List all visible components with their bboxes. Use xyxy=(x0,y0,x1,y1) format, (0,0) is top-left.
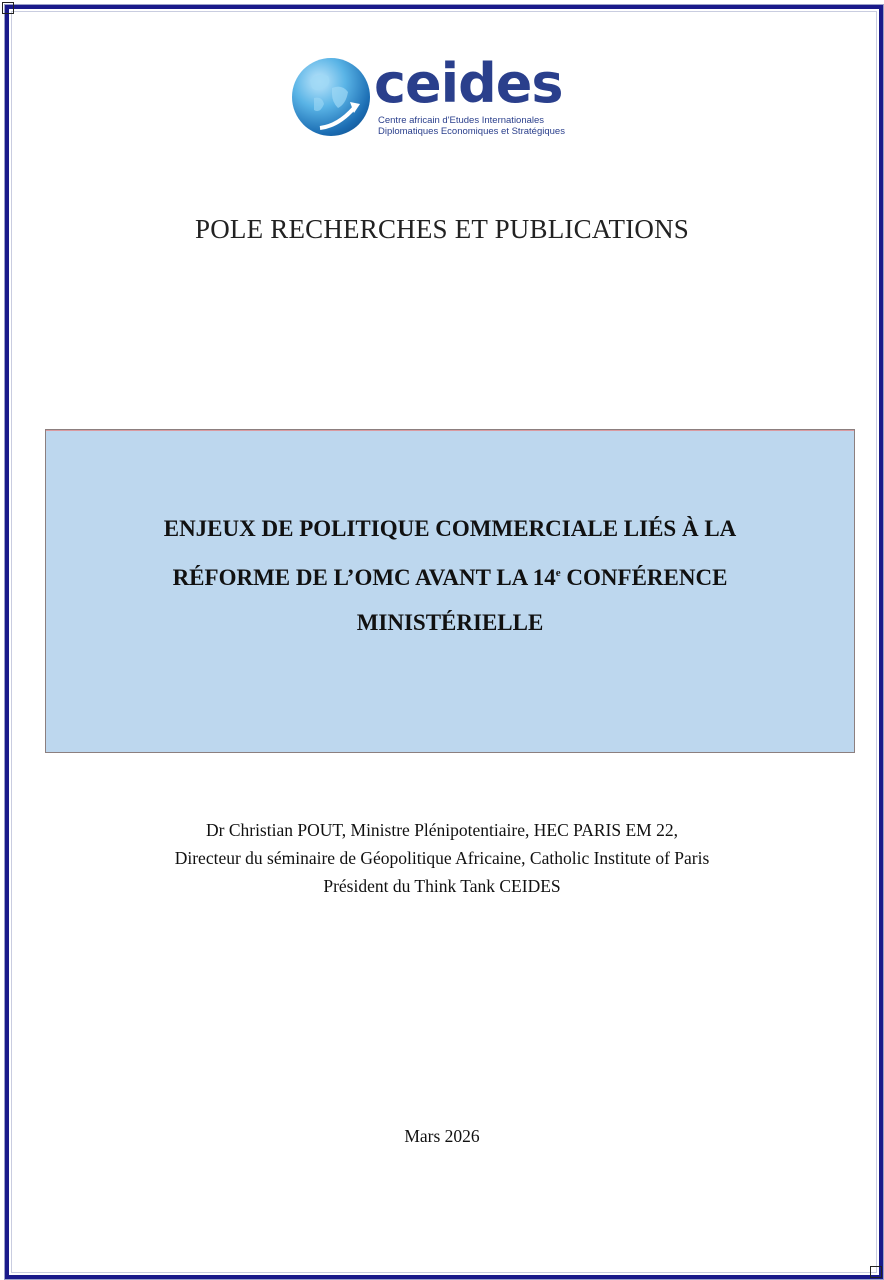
title-line-2-end: CONFÉRENCE xyxy=(560,565,728,590)
logo-tagline-line1: Centre africain d'Etudes Internationales xyxy=(378,115,545,126)
author-block xyxy=(0,816,884,900)
author-line-2: Directeur du séminaire de Géopolitique Africaine, Catholic Institute of Paris xyxy=(174,848,710,868)
title-box xyxy=(45,429,855,753)
author-line-1: Dr Christian POUT, Ministre Plénipotentiaire, HEC PARIS EM 22, xyxy=(205,820,678,840)
corner-ornament-top-left xyxy=(2,2,14,14)
brand-name: ceides xyxy=(374,52,563,115)
author-line-3: Président du Think Tank CEIDES xyxy=(323,876,561,896)
ceides-logo xyxy=(292,52,582,144)
publication-date: Mars 2026 xyxy=(404,1126,480,1146)
title-line-1: ENJEUX DE POLITIQUE COMMERCIALE LIÉS À LA xyxy=(163,516,737,541)
title-line-2 xyxy=(46,551,854,600)
globe-icon xyxy=(292,58,370,136)
logo-tagline-line2: Diplomatiques Economiques et Stratégiques xyxy=(378,126,565,137)
title-line-3: MINISTÉRIELLE xyxy=(356,610,544,635)
title-line-2-text: RÉFORME DE L’OMC AVANT LA 14 xyxy=(172,565,556,590)
document-title xyxy=(46,506,854,645)
pole-heading: POLE RECHERCHES ET PUBLICATIONS xyxy=(195,214,689,244)
ordinal-superscript: e xyxy=(555,567,561,579)
corner-ornament-bottom-right xyxy=(870,1266,882,1278)
